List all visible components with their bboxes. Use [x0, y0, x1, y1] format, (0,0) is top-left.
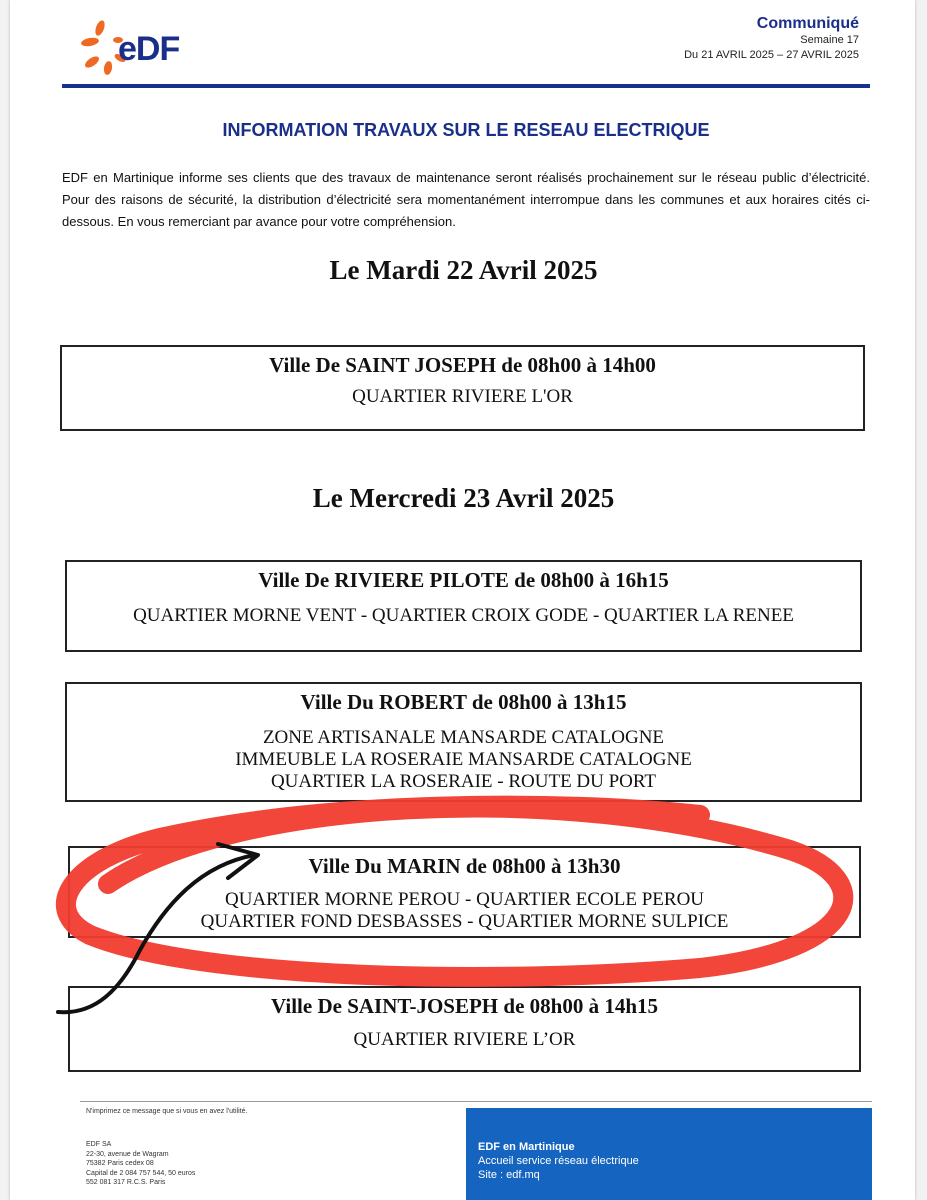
- outage-heading: Ville De SAINT-JOSEPH de 08h00 à 14h15: [271, 994, 658, 1018]
- page-title: INFORMATION TRAVAUX SUR LE RESEAU ELECTRIQUE: [222, 120, 710, 140]
- header-info: [684, 15, 859, 63]
- outage-heading: Ville De SAINT JOSEPH de 08h00 à 14h00: [269, 353, 656, 377]
- panel-line: Accueil service réseau électrique: [478, 1155, 639, 1167]
- company-line: 22-30, avenue de Wagram: [86, 1150, 169, 1158]
- company-line: EDF SA: [86, 1141, 112, 1148]
- outage-line: QUARTIER RIVIERE L'OR: [352, 386, 573, 407]
- company-line: 552 081 317 R.C.S. Paris: [86, 1179, 166, 1186]
- company-line: 75382 Paris cedex 08: [86, 1160, 154, 1167]
- outage-box: [65, 682, 862, 802]
- outage-box: [68, 846, 861, 938]
- outage-line: IMMEUBLE LA ROSERAIE MANSARDE CATALOGNE: [235, 749, 692, 770]
- day-title-1: Le Mardi 22 Avril 2025: [329, 255, 598, 285]
- document-kind: Communiqué: [756, 15, 859, 32]
- outage-box: [60, 345, 865, 431]
- footer-rule: [80, 1101, 872, 1102]
- outage-line: ZONE ARTISANALE MANSARDE CATALOGNE: [262, 727, 665, 748]
- outage-line: QUARTIER MORNE VENT - QUARTIER CROIX GODE - QUARTIER LA RENEE: [133, 605, 794, 626]
- outage-line: QUARTIER LA ROSERAIE - ROUTE DU PORT: [270, 771, 657, 792]
- week-label: Semaine 17: [800, 34, 859, 46]
- outage-line: QUARTIER RIVIERE L’OR: [353, 1029, 576, 1050]
- day-title-2: Le Mercredi 23 Avril 2025: [312, 483, 615, 513]
- outage-line: QUARTIER MORNE PEROU - QUARTIER ECOLE PEROU: [224, 889, 705, 910]
- outage-box: [65, 560, 862, 652]
- contact-panel: [466, 1108, 872, 1200]
- header-rule: [62, 84, 870, 88]
- date-range: Du 21 AVRIL 2025 – 27 AVRIL 2025: [684, 49, 859, 61]
- outage-box: [68, 986, 861, 1072]
- company-info: [86, 1140, 195, 1188]
- logo-text: eDF: [118, 30, 180, 68]
- outage-heading: Ville De RIVIERE PILOTE de 08h00 à 16h15: [258, 568, 669, 592]
- footer-note: N'imprimez ce message que si vous en avez l'utilité.: [86, 1108, 248, 1115]
- document-page: [10, 0, 915, 1200]
- panel-title: EDF en Martinique: [478, 1141, 575, 1153]
- outage-line: QUARTIER FOND DESBASSES - QUARTIER MORNE SULPICE: [200, 911, 729, 932]
- outage-heading: Ville Du ROBERT de 08h00 à 13h15: [300, 690, 627, 714]
- panel-line: Site : edf.mq: [478, 1169, 540, 1181]
- outage-heading: Ville Du MARIN de 08h00 à 13h30: [308, 854, 621, 878]
- intro-paragraph: EDF en Martinique informe ses clients que des travaux de maintenance seront réalisés prochainement sur le réseau public d’électricité. Pour des raisons de sécurité, la distribution d’électricité sera momentanément interrompue dans les communes et aux horaires cités ci-dessous. En vous remerciant par avance pour votre compréhension.: [62, 170, 870, 229]
- company-line: Capital de 2 084 757 544, 50 euros: [86, 1169, 196, 1177]
